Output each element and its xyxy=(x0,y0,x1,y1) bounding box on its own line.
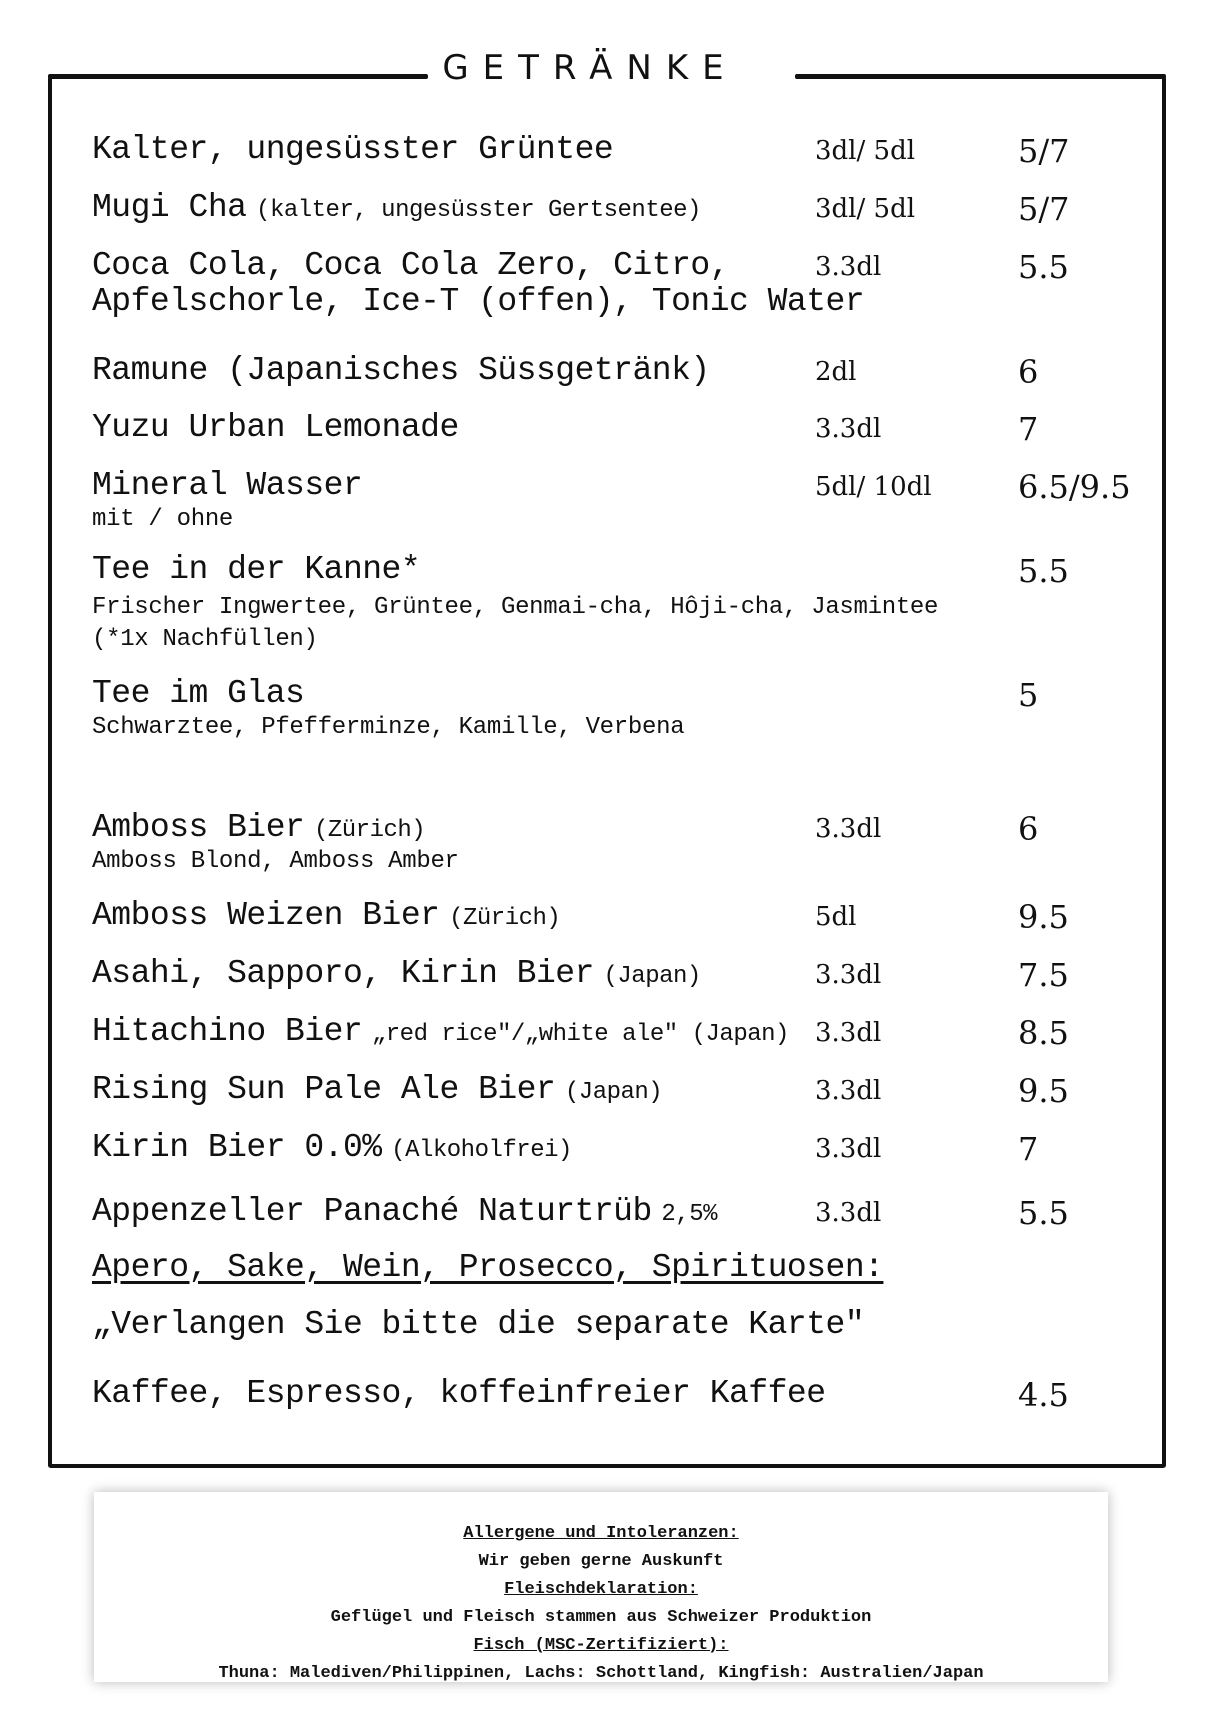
item-name: Tee im Glas xyxy=(92,675,305,712)
item-name: Rising Sun Pale Ale Bier xyxy=(92,1071,556,1108)
item-volume: 5dl/ 10dl xyxy=(815,472,932,502)
menu-item xyxy=(92,468,1142,536)
meat-heading: Fleischdeklaration: xyxy=(504,1580,698,1599)
item-note: (Japan) xyxy=(564,1079,663,1106)
item-name: Yuzu Urban Lemonade xyxy=(92,409,459,446)
item-price: 7.5 xyxy=(1018,956,1069,994)
item-volume: 3.3dl xyxy=(815,1018,882,1048)
item-note: (kalter, ungesüsster Gertsentee) xyxy=(256,197,701,224)
fish-heading: Fisch (MSC-Zertifiziert): xyxy=(473,1636,729,1655)
menu-item xyxy=(92,552,1142,656)
item-name: Tee in der Kanne* xyxy=(92,551,421,588)
item-note: 2,5% xyxy=(661,1201,718,1228)
item-volume: 3.3dl xyxy=(815,814,882,844)
item-price: 9.5 xyxy=(1018,1072,1069,1110)
menu-item xyxy=(92,810,1142,878)
menu-item xyxy=(92,353,1142,389)
separate-card-note-row xyxy=(92,1307,1142,1343)
item-note: „red rice"/„white ale" (Japan) xyxy=(371,1021,789,1048)
separate-card-heading: Apero, Sake, Wein, Prosecco, Spirituosen: xyxy=(92,1249,884,1286)
item-volume: 3dl/ 5dl xyxy=(815,136,916,166)
item-price: 7 xyxy=(1018,410,1039,448)
allergen-text: Wir geben gerne Auskunft xyxy=(478,1552,724,1571)
item-price: 5.5 xyxy=(1018,552,1069,590)
fish-text: Thuna: Malediven/Philippinen, Lachs: Schottland, Kingfish: Australien/Japan xyxy=(218,1664,984,1683)
item-volume: 3.3dl xyxy=(815,1198,882,1228)
item-price: 5/7 xyxy=(1018,190,1070,228)
item-volume: 3.3dl xyxy=(815,1076,882,1106)
item-volume: 3dl/ 5dl xyxy=(815,194,916,224)
item-price: 9.5 xyxy=(1018,898,1069,936)
separate-card-note: „Verlangen Sie bitte die separate Karte" xyxy=(92,1306,865,1343)
item-volume: 5dl xyxy=(815,902,857,932)
item-name: Kirin Bier 0.0% xyxy=(92,1129,382,1166)
item-volume: 3.3dl xyxy=(815,960,882,990)
menu-item xyxy=(92,898,1142,934)
item-volume: 3.3dl xyxy=(815,1134,882,1164)
item-price: 4.5 xyxy=(1018,1376,1069,1414)
menu-item-coffee xyxy=(92,1376,1142,1412)
menu-item xyxy=(92,190,1142,226)
menu-item xyxy=(92,956,1142,992)
item-name: Kalter, ungesüsster Grüntee xyxy=(92,131,614,168)
item-note: (Alkoholfrei) xyxy=(391,1137,572,1164)
item-name: Coca Cola, Coca Cola Zero, Citro, xyxy=(92,247,730,284)
item-volume: 3.3dl xyxy=(815,414,882,444)
item-sub-2: (*1x Nachfüllen) xyxy=(92,626,318,653)
item-price: 5.5 xyxy=(1018,248,1069,286)
meat-text: Geflügel und Fleisch stammen aus Schweizer Produktion xyxy=(330,1608,872,1627)
menu-item xyxy=(92,1014,1142,1050)
item-price: 6.5/9.5 xyxy=(1018,468,1131,506)
item-price: 5 xyxy=(1018,676,1039,714)
item-note: (Japan) xyxy=(603,963,701,990)
allergen-heading: Allergene und Intoleranzen: xyxy=(463,1524,739,1543)
item-name-line2: Apfelschorle, Ice-T (offen), Tonic Water xyxy=(92,283,865,320)
item-name: Appenzeller Panaché Naturtrüb xyxy=(92,1193,652,1230)
item-volume: 3.3dl xyxy=(815,252,882,282)
item-name: Mugi Cha xyxy=(92,189,247,226)
item-name: Kaffee, Espresso, koffeinfreier Kaffee xyxy=(92,1375,826,1412)
item-sub: mit / ohne xyxy=(92,506,234,533)
item-name: Ramune (Japanisches Süssgetränk) xyxy=(92,352,710,389)
item-volume: 2dl xyxy=(815,357,857,387)
item-price: 7 xyxy=(1018,1130,1039,1168)
page-title: GETRÄNKE xyxy=(442,48,738,88)
item-sub: Amboss Blond, Amboss Amber xyxy=(92,848,459,875)
item-name: Hitachino Bier xyxy=(92,1013,363,1050)
menu-item xyxy=(92,248,1142,320)
item-sub: Schwarztee, Pfefferminze, Kamille, Verbena xyxy=(92,714,685,741)
item-price: 6 xyxy=(1018,810,1039,848)
menu-item xyxy=(92,1194,1142,1230)
menu-item xyxy=(92,410,1142,446)
menu-item xyxy=(92,1130,1142,1166)
item-note: (Zürich) xyxy=(313,817,426,844)
item-sub: Frischer Ingwertee, Grüntee, Genmai-cha, Hôji-cha, Jasmintee xyxy=(92,594,939,621)
menu-item xyxy=(92,676,1142,744)
item-price: 6 xyxy=(1018,353,1039,391)
item-price: 5.5 xyxy=(1018,1194,1069,1232)
allergen-info-box xyxy=(94,1492,1108,1682)
separate-card-section xyxy=(92,1250,1142,1286)
menu-item xyxy=(92,1072,1142,1108)
item-price: 5/7 xyxy=(1018,132,1070,170)
menu-item xyxy=(92,132,1142,168)
item-name: Amboss Weizen Bier xyxy=(92,897,440,934)
item-name: Amboss Bier xyxy=(92,809,305,846)
item-name: Mineral Wasser xyxy=(92,467,363,504)
item-name: Asahi, Sapporo, Kirin Bier xyxy=(92,955,594,992)
item-price: 8.5 xyxy=(1018,1014,1069,1052)
item-note: (Zürich) xyxy=(449,905,561,932)
